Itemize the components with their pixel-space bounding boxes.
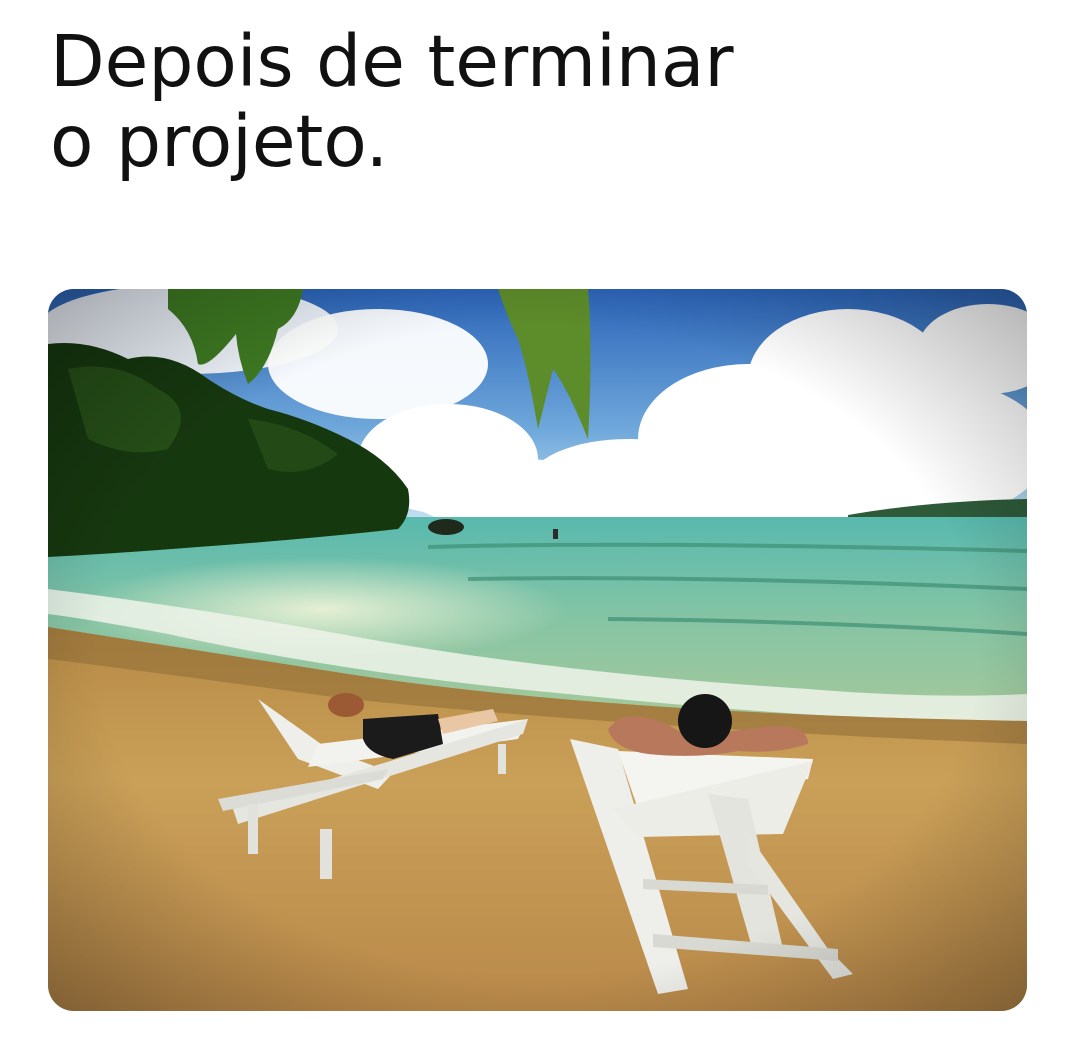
beach-photo [48, 289, 1027, 1011]
caption-line-2: o projeto. [50, 100, 389, 183]
caption-line-1: Depois de terminar [50, 20, 734, 103]
meme-caption [50, 22, 1010, 182]
beach-photo-illustration [48, 289, 1027, 1011]
